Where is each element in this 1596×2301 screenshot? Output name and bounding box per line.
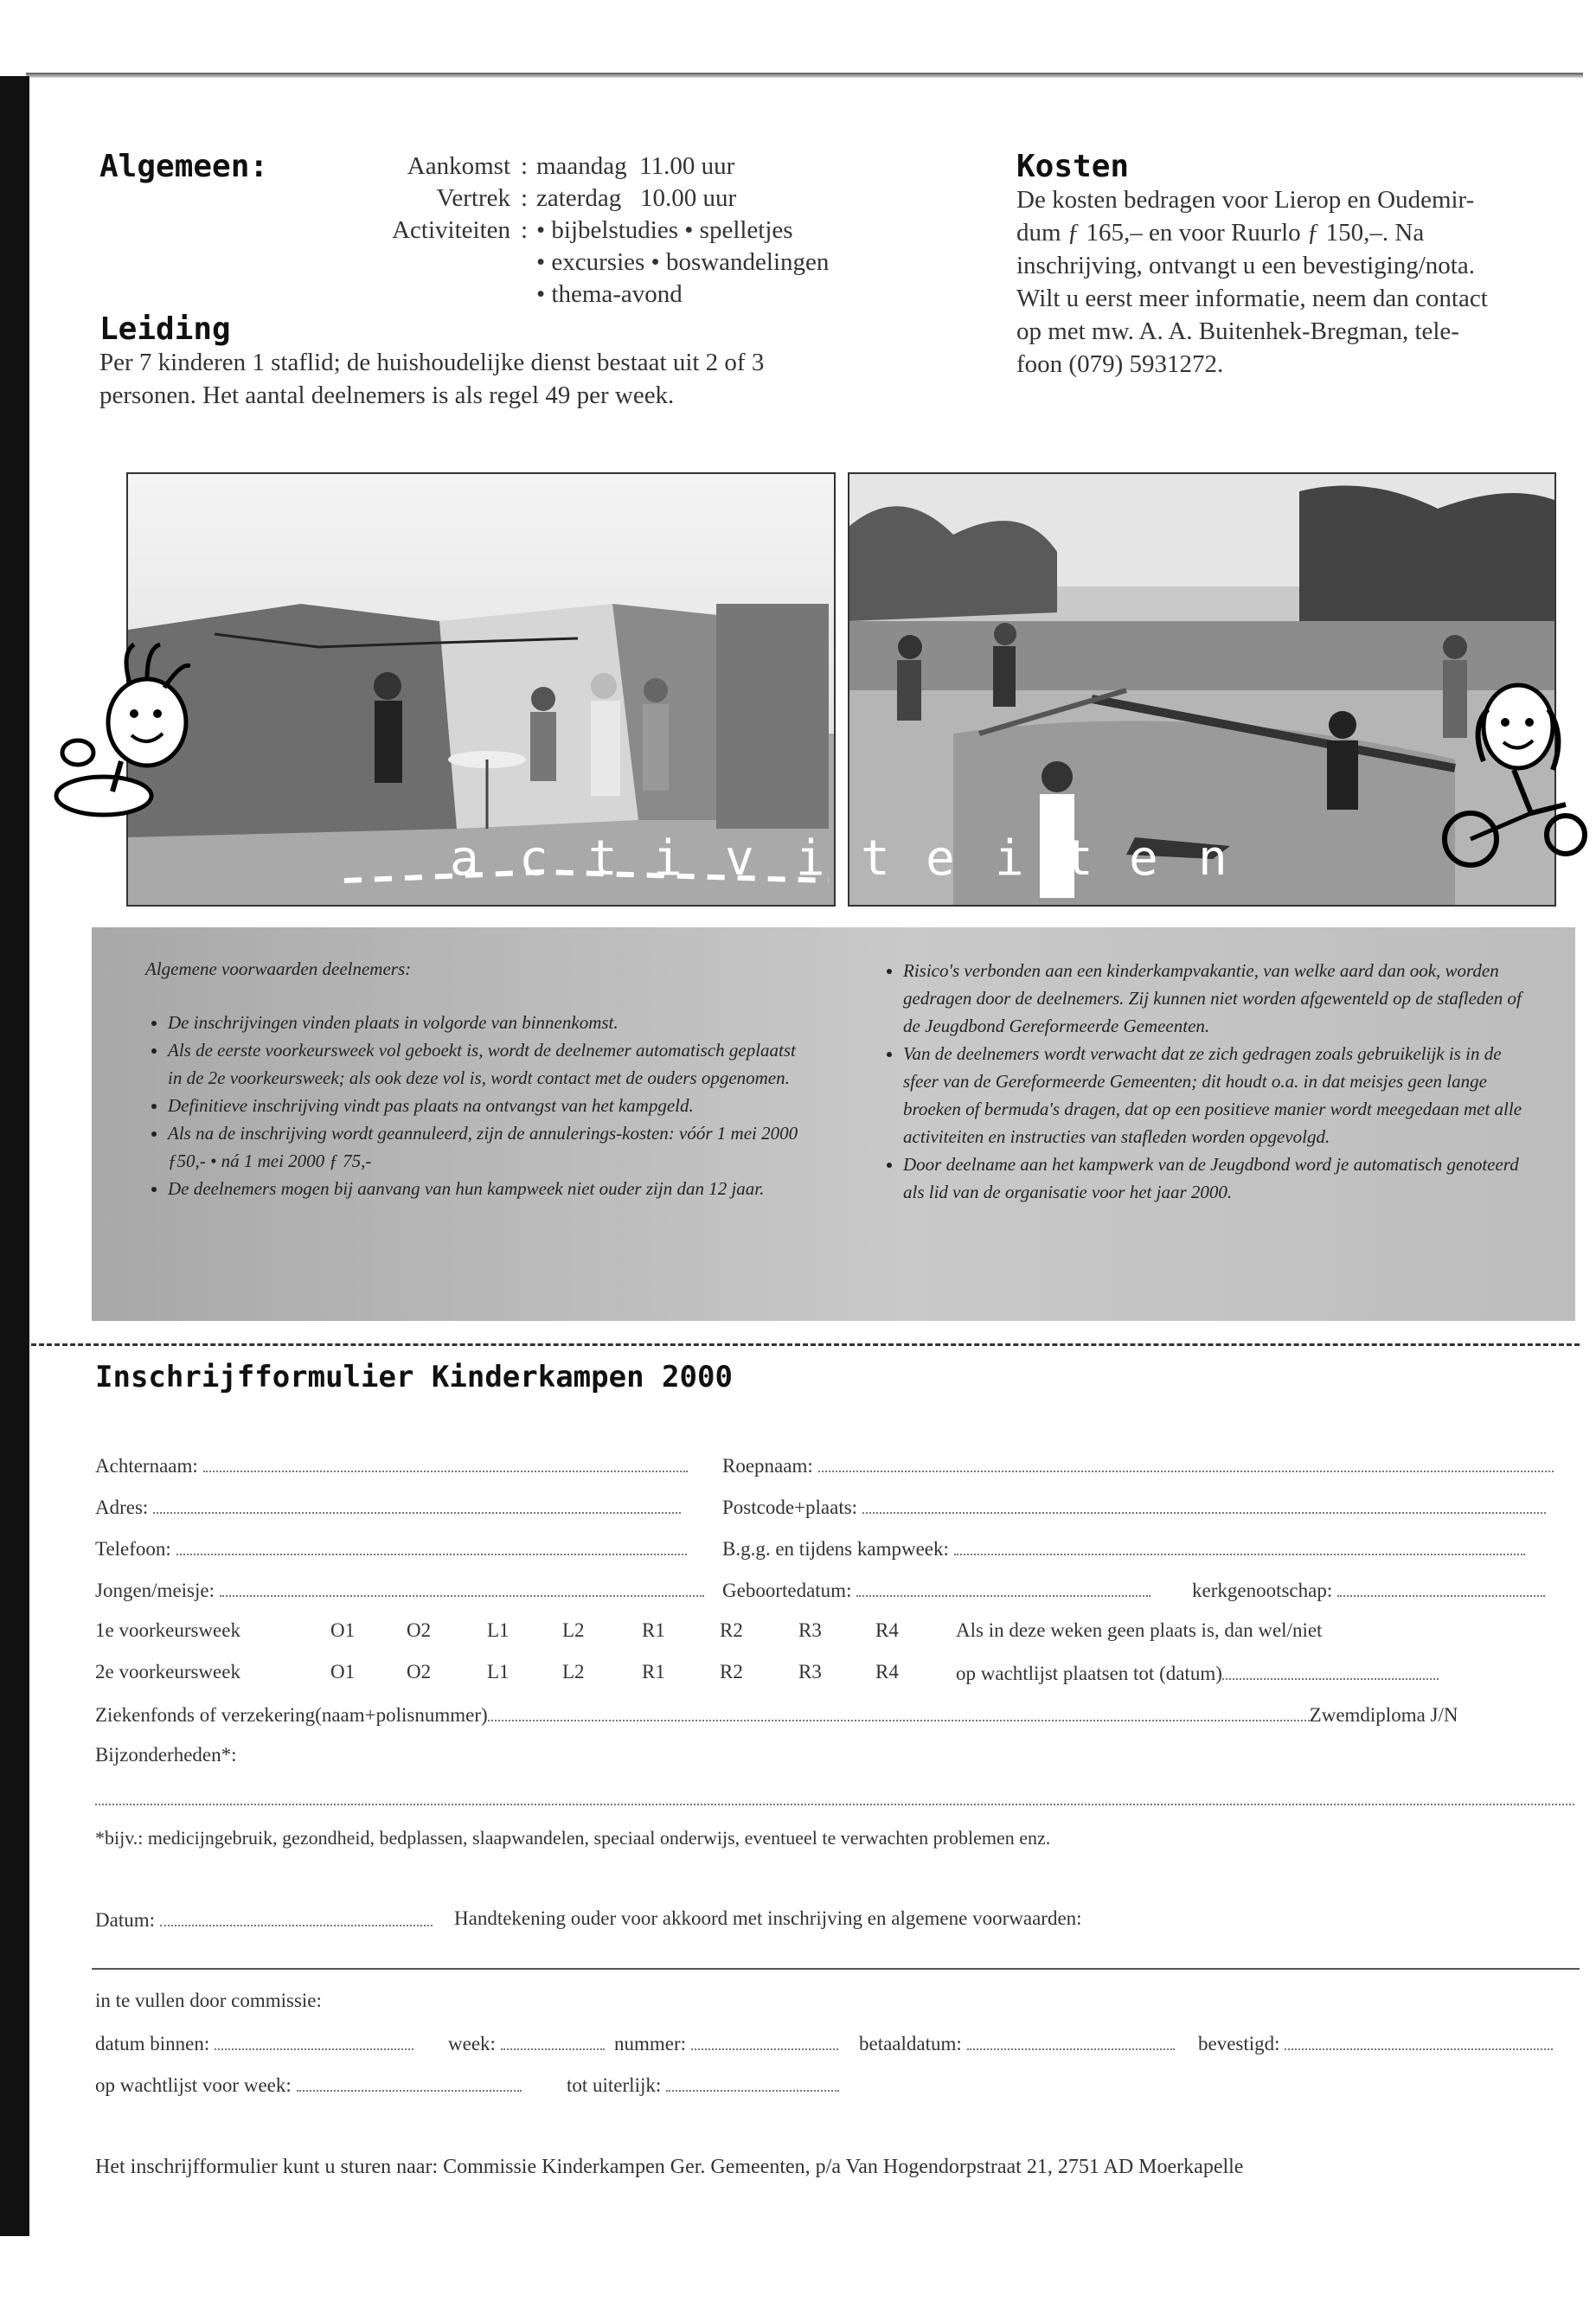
betaaldatum-label: betaaldatum: bbox=[859, 2033, 962, 2054]
kerk-input[interactable] bbox=[1337, 1578, 1545, 1597]
datum-input[interactable] bbox=[160, 1907, 433, 1926]
terms-item: • De deelnemers mogen bij aanvang van hun kampweek niet ouder zijn dan 12 jaar. bbox=[168, 1175, 803, 1202]
kosten-line: foon (079) 5931272. bbox=[1016, 350, 1224, 378]
scan-left-edge bbox=[0, 76, 29, 2239]
bevestigd-label: bevestigd: bbox=[1198, 2033, 1280, 2054]
terms-heading: Algemene voorwaarden deelnemers: bbox=[145, 958, 412, 979]
ziekenfonds-input[interactable] bbox=[488, 1702, 1310, 1721]
field-roepnaam[interactable] bbox=[722, 1453, 1554, 1477]
week-option-r1[interactable]: R1 bbox=[642, 1661, 665, 1682]
week-option-o1[interactable]: O1 bbox=[330, 1661, 356, 1682]
betaaldatum-input[interactable] bbox=[967, 2031, 1175, 2050]
algemeen-row bbox=[329, 280, 917, 313]
cartoon-girl-icon bbox=[52, 640, 190, 830]
datum-binnen-input[interactable] bbox=[215, 2031, 413, 2050]
field-ziekenfonds[interactable] bbox=[95, 1702, 1458, 1727]
week-option-l1[interactable]: L1 bbox=[487, 1661, 510, 1682]
kosten-line: op met mw. A. A. Buitenhek-Bregman, tele- bbox=[1016, 317, 1459, 345]
activiteiten-letter: i bbox=[796, 830, 825, 887]
nummer-input[interactable] bbox=[691, 2031, 838, 2050]
algemeen-row-sep: : bbox=[521, 184, 529, 212]
algemeen-row bbox=[329, 216, 917, 249]
postcode-input[interactable] bbox=[862, 1495, 1546, 1514]
activiteiten-letter: t bbox=[588, 830, 618, 887]
form-divider bbox=[92, 1968, 1580, 1970]
page-top-margin bbox=[0, 0, 1596, 76]
telefoon-label: Telefoon: bbox=[95, 1538, 171, 1560]
geboortedatum-label: Geboortedatum: bbox=[722, 1580, 852, 1601]
terms-item: • Door deelname aan het kampwerk van de Jeugdbond word je automatisch genoteerd als lid van de organisatie voor het jaar 2000. bbox=[903, 1150, 1538, 1206]
kosten-line: dum ƒ 165,– en voor Ruurlo ƒ 150,–. Na bbox=[1016, 219, 1425, 247]
algemeen-row-value: zaterdag 10.00 uur bbox=[536, 184, 737, 212]
field-betaaldatum[interactable] bbox=[859, 2031, 1175, 2055]
field-datum[interactable] bbox=[95, 1907, 433, 1932]
field-telefoon[interactable] bbox=[95, 1536, 687, 1561]
terms-item: • Van de deelnemers wordt verwacht dat ze zich gedragen zoals gebruikelijk is in de sfeer van de Gereformeerde Gemeenten; dit houdt o.a. in dat meisjes geen lange broeken of bermuda's dragen, dat op een positieve manier wordt meegedaan met alle activiteiten en instructies van stafleden worden opgevolgd. bbox=[903, 1040, 1538, 1150]
kerk-label: kerkgenootschap: bbox=[1192, 1580, 1333, 1601]
terms-right-column bbox=[881, 957, 1538, 1206]
voorkeur2-label: 2e voorkeursweek bbox=[95, 1661, 240, 1682]
jongen-input[interactable] bbox=[220, 1578, 704, 1597]
week-option-l1[interactable]: L1 bbox=[487, 1619, 510, 1641]
week-option-r4[interactable]: R4 bbox=[875, 1661, 899, 1682]
terms-item: • Definitieve inschrijving vindt pas plaats na ontvangst van het kampgeld. bbox=[168, 1092, 803, 1119]
geboortedatum-input[interactable] bbox=[856, 1578, 1151, 1597]
terms-left-column bbox=[145, 955, 803, 1202]
algemeen-row-value: • bijbelstudies • spelletjes bbox=[536, 216, 793, 244]
roepnaam-label: Roepnaam: bbox=[722, 1455, 813, 1477]
week-option-r1[interactable]: R1 bbox=[642, 1619, 665, 1641]
week-option-r2[interactable]: R2 bbox=[720, 1619, 743, 1641]
tot-uiterlijk-input[interactable] bbox=[666, 2073, 839, 2092]
algemeen-row-sep: : bbox=[521, 152, 529, 180]
kosten-heading: Kosten bbox=[1016, 149, 1130, 184]
week-option-r2[interactable]: R2 bbox=[720, 1661, 743, 1682]
field-wachtlijst-week[interactable] bbox=[95, 2073, 522, 2097]
terms-item: • De inschrijvingen vinden plaats in volgorde van binnenkomst. bbox=[168, 1009, 803, 1036]
wachtlijst-input[interactable] bbox=[297, 2073, 522, 2092]
activiteiten-letter: e bbox=[1129, 830, 1158, 887]
activiteiten-letter: v bbox=[725, 830, 754, 887]
wachtlijst-datum-input[interactable] bbox=[1222, 1661, 1439, 1680]
commissie-label: in te vullen door commissie: bbox=[95, 1990, 322, 2011]
week-option-l2[interactable]: L2 bbox=[562, 1661, 585, 1682]
leiding-line-1: Per 7 kinderen 1 staflid; de huishoudelijke dienst bestaat uit 2 of 3 bbox=[99, 349, 765, 376]
activiteiten-letter: i bbox=[995, 830, 1024, 887]
week-option-o2[interactable]: O2 bbox=[407, 1661, 432, 1682]
kosten-line: Wilt u eerst meer informatie, neem dan contact bbox=[1016, 285, 1488, 312]
algemeen-row bbox=[329, 184, 917, 217]
activiteiten-letter: e bbox=[926, 830, 955, 887]
field-kerk[interactable] bbox=[1192, 1578, 1545, 1602]
week-option-l2[interactable]: L2 bbox=[562, 1619, 585, 1641]
adres-label: Adres: bbox=[95, 1497, 149, 1518]
cartoon-cyclist-icon bbox=[1436, 675, 1592, 882]
algemeen-row-sep: : bbox=[521, 216, 529, 244]
field-bijzonderheden[interactable] bbox=[95, 1744, 237, 1766]
week-option-r3[interactable]: R3 bbox=[798, 1661, 822, 1682]
week-input[interactable] bbox=[501, 2031, 605, 2050]
activiteiten-letter: a bbox=[450, 830, 479, 887]
datum-binnen-label: datum binnen: bbox=[95, 2033, 210, 2054]
algemeen-row-label: Vertrek bbox=[436, 184, 510, 212]
field-nummer[interactable] bbox=[614, 2031, 838, 2055]
field-postcode[interactable] bbox=[722, 1495, 1546, 1519]
wachtlijst-label: op wachtlijst voor week: bbox=[95, 2074, 292, 2096]
algemeen-row bbox=[329, 152, 917, 185]
bevestigd-input[interactable] bbox=[1285, 2031, 1553, 2050]
activiteiten-letter: n bbox=[1198, 830, 1227, 887]
leiding-heading: Leiding bbox=[99, 311, 231, 347]
tot-uiterlijk-label: tot uiterlijk: bbox=[567, 2074, 662, 2096]
week-label: week: bbox=[448, 2033, 496, 2054]
field-jongen-meisje[interactable] bbox=[95, 1578, 704, 1602]
roepnaam-input[interactable] bbox=[818, 1453, 1554, 1472]
kosten-text bbox=[1016, 183, 1587, 381]
voorkeur2-note: op wachtlijst plaatsen tot (datum) bbox=[956, 1663, 1222, 1684]
form-title: Inschrijfformulier Kinderkampen 2000 bbox=[95, 1360, 733, 1394]
zwemdiploma-label[interactable]: Zwemdiploma J/N bbox=[1309, 1704, 1458, 1726]
field-adres[interactable] bbox=[95, 1495, 681, 1519]
field-bevestigd[interactable] bbox=[1198, 2031, 1553, 2055]
datum-label: Datum: bbox=[95, 1909, 155, 1931]
leiding-line-2: personen. Het aantal deelnemers is als regel 49 per week. bbox=[99, 381, 675, 409]
week-option-r3[interactable]: R3 bbox=[798, 1619, 822, 1641]
field-datum-binnen[interactable] bbox=[95, 2031, 413, 2055]
week-option-o2[interactable]: O2 bbox=[407, 1619, 432, 1641]
nummer-label: nummer: bbox=[614, 2033, 687, 2054]
bgg-input[interactable] bbox=[954, 1536, 1525, 1555]
activiteiten-letter: t bbox=[1064, 830, 1093, 887]
algemeen-heading: Algemeen: bbox=[99, 149, 269, 184]
algemeen-row-value: maandag 11.00 uur bbox=[536, 152, 735, 180]
achternaam-input[interactable] bbox=[203, 1453, 688, 1472]
field-bgg[interactable] bbox=[722, 1536, 1525, 1561]
ziekenfonds-label: Ziekenfonds of verzekering(naam+polisnummer) bbox=[95, 1704, 488, 1726]
field-tot-uiterlijk[interactable] bbox=[567, 2073, 839, 2097]
jongen-label: Jongen/meisje: bbox=[95, 1580, 215, 1601]
bgg-label: B.g.g. en tijdens kampweek: bbox=[722, 1538, 949, 1560]
achternaam-label: Achternaam: bbox=[95, 1455, 198, 1477]
footnote: *bijv.: medicijngebruik, gezondheid, bedplassen, slaapwandelen, speciaal onderwijs, eventueel te verwachten problemen enz. bbox=[95, 1827, 1051, 1849]
cut-line bbox=[31, 1343, 1580, 1346]
activiteiten-letter: t bbox=[861, 830, 890, 887]
algemeen-row-value: • excursies • boswandelingen bbox=[536, 248, 830, 276]
field-week[interactable] bbox=[448, 2031, 605, 2055]
terms-item: • Als de eerste voorkeursweek vol geboekt is, wordt de deelnemer automatisch geplaatst in de 2e voorkeursweek; als ook deze vol is, wordt contact met de ouders opgenomen. bbox=[168, 1036, 803, 1092]
terms-box bbox=[92, 927, 1575, 1321]
field-wachtlijst-datum[interactable] bbox=[956, 1661, 1439, 1685]
handtekening-label: Handtekening ouder voor akkoord met inschrijving en algemene voorwaarden: bbox=[454, 1907, 1082, 1929]
scan-top-edge bbox=[26, 73, 1583, 78]
terms-item: • Als na de inschrijving wordt geannuleerd, zijn de annulerings-kosten: vóór 1 mei 2000 ƒ50,- • ná 1 mei 2000 ƒ 75,- bbox=[168, 1119, 803, 1175]
telefoon-input[interactable] bbox=[176, 1536, 687, 1555]
activiteiten-letter: i bbox=[653, 830, 683, 887]
bijzonderheden-label: Bijzonderheden*: bbox=[95, 1744, 237, 1766]
page-bottom-margin bbox=[0, 2236, 1596, 2301]
algemeen-row-value: • thema-avond bbox=[536, 280, 683, 308]
week-option-o1[interactable]: O1 bbox=[330, 1619, 356, 1641]
week-option-r4[interactable]: R4 bbox=[875, 1619, 899, 1641]
terms-left-list bbox=[145, 1009, 803, 1202]
kosten-line: De kosten bedragen voor Lierop en Oudemir- bbox=[1016, 186, 1475, 214]
voorkeur1-note: Als in deze weken geen plaats is, dan wel/niet bbox=[956, 1619, 1323, 1641]
voorkeur1-label: 1e voorkeursweek bbox=[95, 1619, 240, 1641]
field-geboortedatum[interactable] bbox=[722, 1578, 1151, 1602]
kosten-line: inschrijving, ontvangt u een bevestiging/nota. bbox=[1016, 252, 1475, 279]
adres-input[interactable] bbox=[153, 1495, 681, 1514]
algemeen-row-label: Aankomst bbox=[407, 152, 510, 180]
algemeen-row bbox=[329, 248, 917, 281]
activiteiten-letter: c bbox=[519, 830, 548, 887]
algemeen-row-label: Activiteiten bbox=[392, 216, 510, 244]
postcode-label: Postcode+plaats: bbox=[722, 1497, 858, 1518]
terms-right-list bbox=[881, 957, 1538, 1206]
bijzonderheden-input-line[interactable] bbox=[95, 1804, 1574, 1805]
field-achternaam[interactable] bbox=[95, 1453, 688, 1477]
send-address: Het inschrijfformulier kunt u sturen naar: Commissie Kinderkampen Ger. Gemeenten, p/a Van Hogendorpstraat 21, 2751 AD Moerkapelle bbox=[95, 2156, 1244, 2178]
terms-item: • Risico's verbonden aan een kinderkampvakantie, van welke aard dan ook, worden gedragen door de deelnemers. Zij kunnen niet worden afgewenteld op de stafleden of de Jeugdbond Gereformeerde Gemeenten. bbox=[903, 957, 1538, 1040]
